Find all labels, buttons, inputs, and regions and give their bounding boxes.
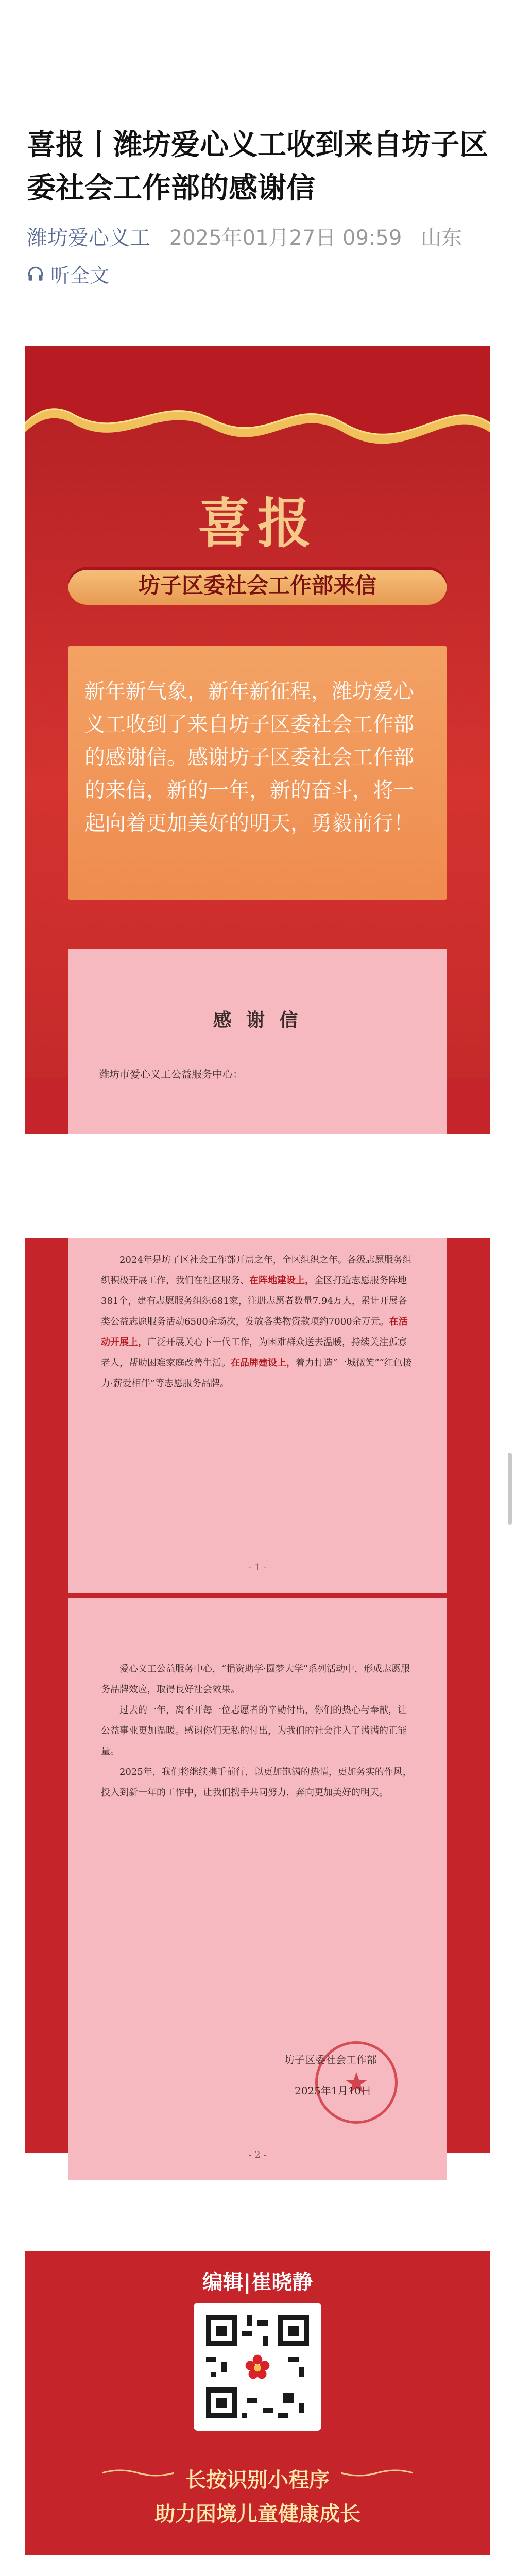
poster-intro-text: 新年新气象，新年新征程，潍坊爱心义工收到了来自坊子区委社会工作部的感谢信。感谢坊子区委社会工作部的来信，新的一年，新的奋斗，将一起向着更加美好的明天，勇毅前行！ <box>68 646 447 900</box>
poster-headline: 喜报 <box>197 492 317 555</box>
letter-paragraph: 过去的一年，离不开每一位志愿者的辛勤付出，你们的热心与奉献，让公益事业更加温暖。感谢你们无私的付出，为我们的社会注入了满满的正能量。 <box>101 1705 407 1757</box>
account-name-link[interactable]: 潍坊爱心义工 <box>27 226 150 250</box>
letter-highlight: 在品牌建设上， <box>231 1358 296 1368</box>
article-title: 喜报丨潍坊爱心义工收到来自坊子区委社会工作部的感谢信 <box>27 128 488 205</box>
letter-page-3 <box>68 1598 447 2180</box>
letter-paragraph: 全区打造志愿服务阵地381个，建有志愿服务组织681家，注册志愿者数量7.94万人，累计开展各类公益志愿服务活动6500余场次，发放各类物资款项约7000余万元。 <box>101 1275 407 1327</box>
letter-paragraph: 广泛开展关心下一代工作，为困难群众送去温暖，持续关注孤寡老人，帮助困难家庭改善生活。 <box>101 1337 407 1368</box>
letter-paragraph: 着力打造“一城微笑”“红色接力·薪爱相伴”等志愿服务品牌。 <box>101 1358 412 1389</box>
article-header <box>0 0 515 288</box>
letter-signature: 坊子区委社会工作部 <box>284 2054 377 2066</box>
page-number: - 1 - <box>248 1562 267 1573</box>
page-number: - 2 - <box>248 2149 267 2160</box>
banner-instruction: 长按识别小程序 <box>185 2468 330 2492</box>
letter-paragraph: 爱心义工公益服务中心，“捐资助学·圆梦大学”系列活动中，形成志愿服务品牌效应，取得良好社会效果。 <box>101 1664 410 1695</box>
announcement-poster <box>25 346 490 2160</box>
page-break-gap <box>25 1134 490 1238</box>
letter-paragraph: 2025年，我们将继续携手前行，以更加饱满的热情，更加务实的作风，投入到新一年的工作中，让我们携手共同努力，奔向更加美好的明天。 <box>101 1767 412 1798</box>
letter-highlight: 在阵地建设上， <box>249 1275 314 1286</box>
scrollbar[interactable] <box>508 1453 512 1525</box>
miniprogram-qr-code[interactable] <box>194 2303 321 2431</box>
letter-date: 2025年1月10日 <box>295 2084 372 2097</box>
headphone-icon <box>27 265 44 283</box>
letter-highlight: 在活动开展上， <box>101 1316 408 1348</box>
article-meta <box>27 224 488 252</box>
publish-location: 山东 <box>421 226 462 250</box>
flower-logo-icon <box>239 2348 276 2385</box>
letter-page-1 <box>68 949 447 1134</box>
banner-slogan: 助力困境儿童健康成长 <box>154 2502 360 2526</box>
letter-paragraph: 2024年是坊子区社会工作部开局之年，全区组织之年。各级志愿服务组织积极开展工作，我们在社区服务、 <box>101 1255 412 1286</box>
listen-label: 听全文 <box>50 264 110 287</box>
miniprogram-banner <box>25 2251 490 2555</box>
editor-credit: 编辑|崔晓静 <box>202 2270 313 2294</box>
letter-title: 感 谢 信 <box>213 1009 302 1031</box>
poster-ribbon: 坊子区委社会工作部来信 <box>68 567 447 605</box>
publish-date: 2025年01月27日 09:59 <box>169 226 402 250</box>
gold-wave-decoration <box>25 346 490 480</box>
listen-button[interactable] <box>27 260 488 288</box>
letter-salutation: 潍坊市爱心义工公益服务中心： <box>99 1068 243 1080</box>
letter-page-2 <box>68 1238 447 1593</box>
